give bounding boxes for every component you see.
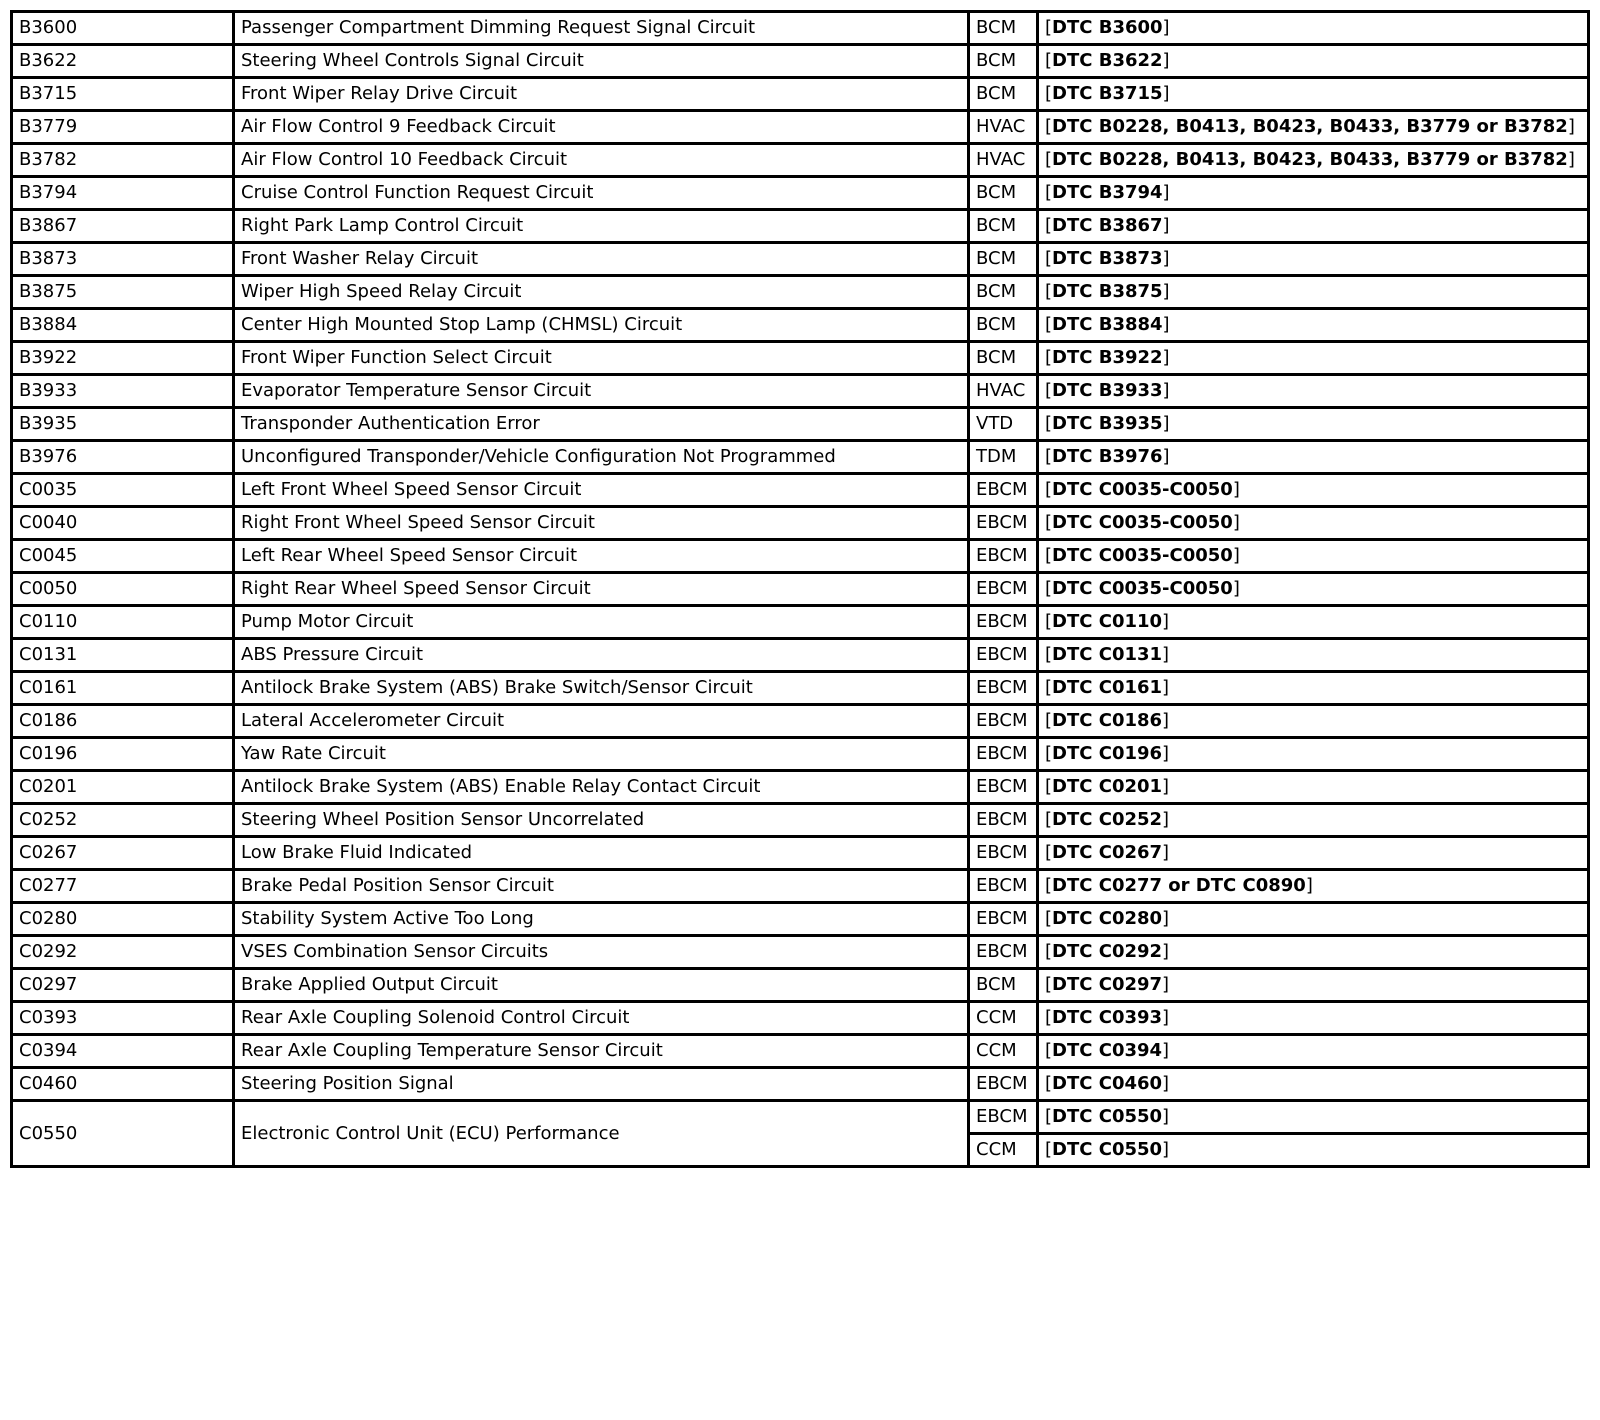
dtc-reference[interactable]: [DTC C0196] — [1038, 738, 1589, 771]
dtc-reference[interactable]: [DTC B3873] — [1038, 243, 1589, 276]
table-row — [12, 870, 1589, 903]
dtc-reference[interactable]: [DTC C0161] — [1038, 672, 1589, 705]
dtc-reference-link[interactable]: DTC C0110 — [1052, 611, 1163, 632]
dtc-code: B3715 — [12, 78, 234, 111]
dtc-table — [10, 10, 1590, 1168]
dtc-module: HVAC — [969, 144, 1038, 177]
dtc-code: C0161 — [12, 672, 234, 705]
dtc-module: EBCM — [969, 1068, 1038, 1101]
dtc-module: EBCM — [969, 507, 1038, 540]
dtc-description: Right Rear Wheel Speed Sensor Circuit — [234, 573, 969, 606]
dtc-reference[interactable]: [DTC C0292] — [1038, 936, 1589, 969]
dtc-code: C0297 — [12, 969, 234, 1002]
dtc-code: B3600 — [12, 12, 234, 45]
dtc-description: Antilock Brake System (ABS) Enable Relay Contact Circuit — [234, 771, 969, 804]
dtc-reference[interactable]: [DTC C0035-C0050] — [1038, 540, 1589, 573]
dtc-reference-link[interactable]: DTC C0277 or DTC C0890 — [1052, 875, 1306, 896]
table-row — [12, 474, 1589, 507]
dtc-module: CCM — [969, 1002, 1038, 1035]
dtc-code: C0050 — [12, 573, 234, 606]
dtc-code: B3867 — [12, 210, 234, 243]
dtc-module: BCM — [969, 12, 1038, 45]
dtc-reference-link[interactable]: DTC C0035-C0050 — [1052, 545, 1233, 566]
dtc-code: C0045 — [12, 540, 234, 573]
dtc-module: CCM — [969, 1035, 1038, 1068]
dtc-reference-link[interactable]: DTC C0196 — [1052, 743, 1163, 764]
table-row — [12, 1068, 1589, 1101]
dtc-reference[interactable]: [DTC C0131] — [1038, 639, 1589, 672]
dtc-module: EBCM — [969, 573, 1038, 606]
dtc-reference[interactable]: [DTC C0035-C0050] — [1038, 474, 1589, 507]
dtc-reference-link[interactable]: DTC C0201 — [1052, 776, 1163, 797]
dtc-module: BCM — [969, 210, 1038, 243]
dtc-description: Lateral Accelerometer Circuit — [234, 705, 969, 738]
dtc-module: EBCM — [969, 474, 1038, 507]
dtc-reference-link[interactable]: DTC B3794 — [1052, 182, 1163, 203]
dtc-reference-link[interactable]: DTC B3976 — [1052, 446, 1163, 467]
dtc-description: Transponder Authentication Error — [234, 408, 969, 441]
dtc-code: C0110 — [12, 606, 234, 639]
dtc-reference-link[interactable]: DTC C0131 — [1052, 644, 1163, 665]
dtc-reference-link[interactable]: DTC B3873 — [1052, 248, 1163, 269]
table-row — [12, 45, 1589, 78]
dtc-description: Brake Applied Output Circuit — [234, 969, 969, 1002]
dtc-code: C0196 — [12, 738, 234, 771]
dtc-description: Air Flow Control 9 Feedback Circuit — [234, 111, 969, 144]
dtc-reference-link[interactable]: DTC B3875 — [1052, 281, 1163, 302]
table-row — [12, 606, 1589, 639]
dtc-reference[interactable]: [DTC C0393] — [1038, 1002, 1589, 1035]
dtc-reference[interactable]: [DTC C0252] — [1038, 804, 1589, 837]
dtc-description: Rear Axle Coupling Solenoid Control Circuit — [234, 1002, 969, 1035]
dtc-description: Steering Wheel Controls Signal Circuit — [234, 45, 969, 78]
dtc-reference[interactable]: [DTC B3600] — [1038, 12, 1589, 45]
dtc-description: Right Park Lamp Control Circuit — [234, 210, 969, 243]
dtc-code: C0252 — [12, 804, 234, 837]
dtc-module: BCM — [969, 243, 1038, 276]
dtc-reference-link[interactable]: DTC B3715 — [1052, 83, 1163, 104]
dtc-code: C0292 — [12, 936, 234, 969]
dtc-description: Evaporator Temperature Sensor Circuit — [234, 375, 969, 408]
dtc-description: Center High Mounted Stop Lamp (CHMSL) Circuit — [234, 309, 969, 342]
dtc-code: B3782 — [12, 144, 234, 177]
dtc-module: EBCM — [969, 1101, 1038, 1134]
dtc-module: EBCM — [969, 738, 1038, 771]
dtc-reference[interactable]: [DTC C0110] — [1038, 606, 1589, 639]
dtc-description: Brake Pedal Position Sensor Circuit — [234, 870, 969, 903]
table-row — [12, 12, 1589, 45]
dtc-module: HVAC — [969, 111, 1038, 144]
dtc-code: B3884 — [12, 309, 234, 342]
dtc-reference-link[interactable]: DTC C0186 — [1052, 710, 1163, 731]
dtc-reference[interactable]: [DTC B3935] — [1038, 408, 1589, 441]
dtc-module: BCM — [969, 177, 1038, 210]
table-row — [12, 1002, 1589, 1035]
dtc-description: Left Rear Wheel Speed Sensor Circuit — [234, 540, 969, 573]
dtc-module: EBCM — [969, 804, 1038, 837]
dtc-reference[interactable]: [DTC C0280] — [1038, 903, 1589, 936]
dtc-module: EBCM — [969, 837, 1038, 870]
dtc-module: BCM — [969, 78, 1038, 111]
dtc-module: BCM — [969, 45, 1038, 78]
dtc-reference[interactable]: [DTC C0201] — [1038, 771, 1589, 804]
dtc-description: Electronic Control Unit (ECU) Performance — [234, 1101, 969, 1167]
dtc-reference[interactable]: [DTC B3715] — [1038, 78, 1589, 111]
dtc-reference[interactable]: [DTC C0186] — [1038, 705, 1589, 738]
dtc-module: BCM — [969, 276, 1038, 309]
table-row — [12, 903, 1589, 936]
dtc-module: BCM — [969, 342, 1038, 375]
dtc-code: C0550 — [12, 1101, 234, 1167]
dtc-reference[interactable]: [DTC C0460] — [1038, 1068, 1589, 1101]
dtc-module: TDM — [969, 441, 1038, 474]
table-row — [12, 78, 1589, 111]
dtc-description: Yaw Rate Circuit — [234, 738, 969, 771]
dtc-module: HVAC — [969, 375, 1038, 408]
dtc-code: C0201 — [12, 771, 234, 804]
dtc-reference-link[interactable]: DTC C0292 — [1052, 941, 1163, 962]
dtc-reference-link[interactable]: DTC B3935 — [1052, 413, 1163, 434]
table-row — [12, 408, 1589, 441]
dtc-module: EBCM — [969, 705, 1038, 738]
dtc-reference[interactable]: [DTC B0228, B0413, B0423, B0433, B3779 or B3782] — [1038, 111, 1589, 144]
table-row — [12, 540, 1589, 573]
dtc-reference[interactable]: [DTC B0228, B0413, B0423, B0433, B3779 or B3782] — [1038, 144, 1589, 177]
dtc-reference-link[interactable]: DTC C0035-C0050 — [1052, 512, 1233, 533]
dtc-code: B3875 — [12, 276, 234, 309]
dtc-reference[interactable]: [DTC B3922] — [1038, 342, 1589, 375]
table-row — [12, 342, 1589, 375]
dtc-code: C0277 — [12, 870, 234, 903]
dtc-reference-link[interactable]: DTC B3884 — [1052, 314, 1163, 335]
dtc-description: Pump Motor Circuit — [234, 606, 969, 639]
dtc-description: Front Washer Relay Circuit — [234, 243, 969, 276]
dtc-code: C0186 — [12, 705, 234, 738]
dtc-reference-link[interactable]: DTC C0035-C0050 — [1052, 479, 1233, 500]
dtc-description: Unconfigured Transponder/Vehicle Configuration Not Programmed — [234, 441, 969, 474]
dtc-reference[interactable]: [DTC B3867] — [1038, 210, 1589, 243]
dtc-reference[interactable]: [DTC B3884] — [1038, 309, 1589, 342]
table-row — [12, 309, 1589, 342]
dtc-code: C0267 — [12, 837, 234, 870]
dtc-reference-link[interactable]: DTC C0252 — [1052, 809, 1163, 830]
dtc-reference[interactable]: [DTC C0394] — [1038, 1035, 1589, 1068]
dtc-code: B3933 — [12, 375, 234, 408]
dtc-reference[interactable]: [DTC B3794] — [1038, 177, 1589, 210]
dtc-reference-link[interactable]: DTC C0161 — [1052, 677, 1163, 698]
table-row — [12, 837, 1589, 870]
dtc-reference-link[interactable]: DTC C0035-C0050 — [1052, 578, 1233, 599]
dtc-code: C0131 — [12, 639, 234, 672]
dtc-description: Steering Wheel Position Sensor Uncorrelated — [234, 804, 969, 837]
dtc-reference-link[interactable]: DTC B3622 — [1052, 50, 1163, 71]
dtc-reference-link[interactable]: DTC C0267 — [1052, 842, 1163, 863]
table-row — [12, 573, 1589, 606]
dtc-description: Wiper High Speed Relay Circuit — [234, 276, 969, 309]
table-row — [12, 210, 1589, 243]
dtc-code: C0280 — [12, 903, 234, 936]
dtc-reference-link[interactable]: DTC B3867 — [1052, 215, 1163, 236]
dtc-code: C0040 — [12, 507, 234, 540]
dtc-code: C0460 — [12, 1068, 234, 1101]
dtc-description: Stability System Active Too Long — [234, 903, 969, 936]
dtc-code: B3922 — [12, 342, 234, 375]
dtc-code: B3794 — [12, 177, 234, 210]
dtc-code: B3976 — [12, 441, 234, 474]
dtc-description: Front Wiper Function Select Circuit — [234, 342, 969, 375]
dtc-module: EBCM — [969, 936, 1038, 969]
table-row — [12, 507, 1589, 540]
dtc-description: Left Front Wheel Speed Sensor Circuit — [234, 474, 969, 507]
dtc-reference[interactable]: [DTC C0550] — [1038, 1101, 1589, 1134]
table-row — [12, 375, 1589, 408]
table-row — [12, 771, 1589, 804]
dtc-reference-link[interactable]: DTC C0394 — [1052, 1040, 1163, 1061]
dtc-reference[interactable]: [DTC C0267] — [1038, 837, 1589, 870]
table-row — [12, 144, 1589, 177]
dtc-reference[interactable]: [DTC B3875] — [1038, 276, 1589, 309]
dtc-module: EBCM — [969, 672, 1038, 705]
dtc-reference-link[interactable]: DTC B0228, B0413, B0423, B0433, B3779 or B3782 — [1052, 149, 1568, 170]
table-row — [12, 639, 1589, 672]
dtc-description: Cruise Control Function Request Circuit — [234, 177, 969, 210]
dtc-reference[interactable]: [DTC C0035-C0050] — [1038, 573, 1589, 606]
dtc-reference[interactable]: [DTC B3933] — [1038, 375, 1589, 408]
table-row — [12, 936, 1589, 969]
table-row — [12, 276, 1589, 309]
dtc-description: ABS Pressure Circuit — [234, 639, 969, 672]
dtc-description: Antilock Brake System (ABS) Brake Switch/Sensor Circuit — [234, 672, 969, 705]
dtc-description: Air Flow Control 10 Feedback Circuit — [234, 144, 969, 177]
dtc-reference[interactable]: [DTC C0277 or DTC C0890] — [1038, 870, 1589, 903]
table-row — [12, 243, 1589, 276]
table-row — [12, 177, 1589, 210]
dtc-reference-link[interactable]: DTC C0393 — [1052, 1007, 1163, 1028]
dtc-code: B3935 — [12, 408, 234, 441]
dtc-reference-link[interactable]: DTC B3933 — [1052, 380, 1163, 401]
dtc-reference-link[interactable]: DTC C0550 — [1052, 1106, 1163, 1127]
dtc-reference[interactable]: [DTC B3622] — [1038, 45, 1589, 78]
table-row — [12, 111, 1589, 144]
dtc-module: VTD — [969, 408, 1038, 441]
dtc-module: BCM — [969, 969, 1038, 1002]
dtc-reference-link[interactable]: DTC B0228, B0413, B0423, B0433, B3779 or B3782 — [1052, 116, 1568, 137]
dtc-table-body — [12, 12, 1589, 1167]
dtc-reference-link[interactable]: DTC C0297 — [1052, 974, 1163, 995]
dtc-description: Steering Position Signal — [234, 1068, 969, 1101]
table-row — [12, 738, 1589, 771]
dtc-module: EBCM — [969, 639, 1038, 672]
table-row — [12, 1101, 1589, 1134]
dtc-code: B3622 — [12, 45, 234, 78]
table-row — [12, 1035, 1589, 1068]
dtc-reference-link[interactable]: DTC C0550 — [1052, 1139, 1163, 1160]
dtc-description: Passenger Compartment Dimming Request Signal Circuit — [234, 12, 969, 45]
dtc-code: C0394 — [12, 1035, 234, 1068]
dtc-code: C0393 — [12, 1002, 234, 1035]
dtc-module: EBCM — [969, 606, 1038, 639]
dtc-reference-link[interactable]: DTC B3600 — [1052, 17, 1163, 38]
dtc-description: Front Wiper Relay Drive Circuit — [234, 78, 969, 111]
table-row — [12, 441, 1589, 474]
dtc-reference[interactable]: [DTC C0550] — [1038, 1134, 1589, 1167]
dtc-code: B3779 — [12, 111, 234, 144]
dtc-module: CCM — [969, 1134, 1038, 1167]
dtc-reference[interactable]: [DTC C0297] — [1038, 969, 1589, 1002]
dtc-reference-link[interactable]: DTC C0280 — [1052, 908, 1163, 929]
dtc-description: VSES Combination Sensor Circuits — [234, 936, 969, 969]
dtc-module: EBCM — [969, 771, 1038, 804]
dtc-code: C0035 — [12, 474, 234, 507]
dtc-module: BCM — [969, 309, 1038, 342]
dtc-reference[interactable]: [DTC B3976] — [1038, 441, 1589, 474]
dtc-description: Rear Axle Coupling Temperature Sensor Circuit — [234, 1035, 969, 1068]
dtc-module: EBCM — [969, 540, 1038, 573]
table-row — [12, 672, 1589, 705]
table-row — [12, 804, 1589, 837]
dtc-module: EBCM — [969, 903, 1038, 936]
dtc-module: EBCM — [969, 870, 1038, 903]
dtc-reference[interactable]: [DTC C0035-C0050] — [1038, 507, 1589, 540]
dtc-code: B3873 — [12, 243, 234, 276]
dtc-reference-link[interactable]: DTC B3922 — [1052, 347, 1163, 368]
table-row — [12, 969, 1589, 1002]
dtc-description: Right Front Wheel Speed Sensor Circuit — [234, 507, 969, 540]
table-row — [12, 705, 1589, 738]
dtc-description: Low Brake Fluid Indicated — [234, 837, 969, 870]
dtc-reference-link[interactable]: DTC C0460 — [1052, 1073, 1163, 1094]
